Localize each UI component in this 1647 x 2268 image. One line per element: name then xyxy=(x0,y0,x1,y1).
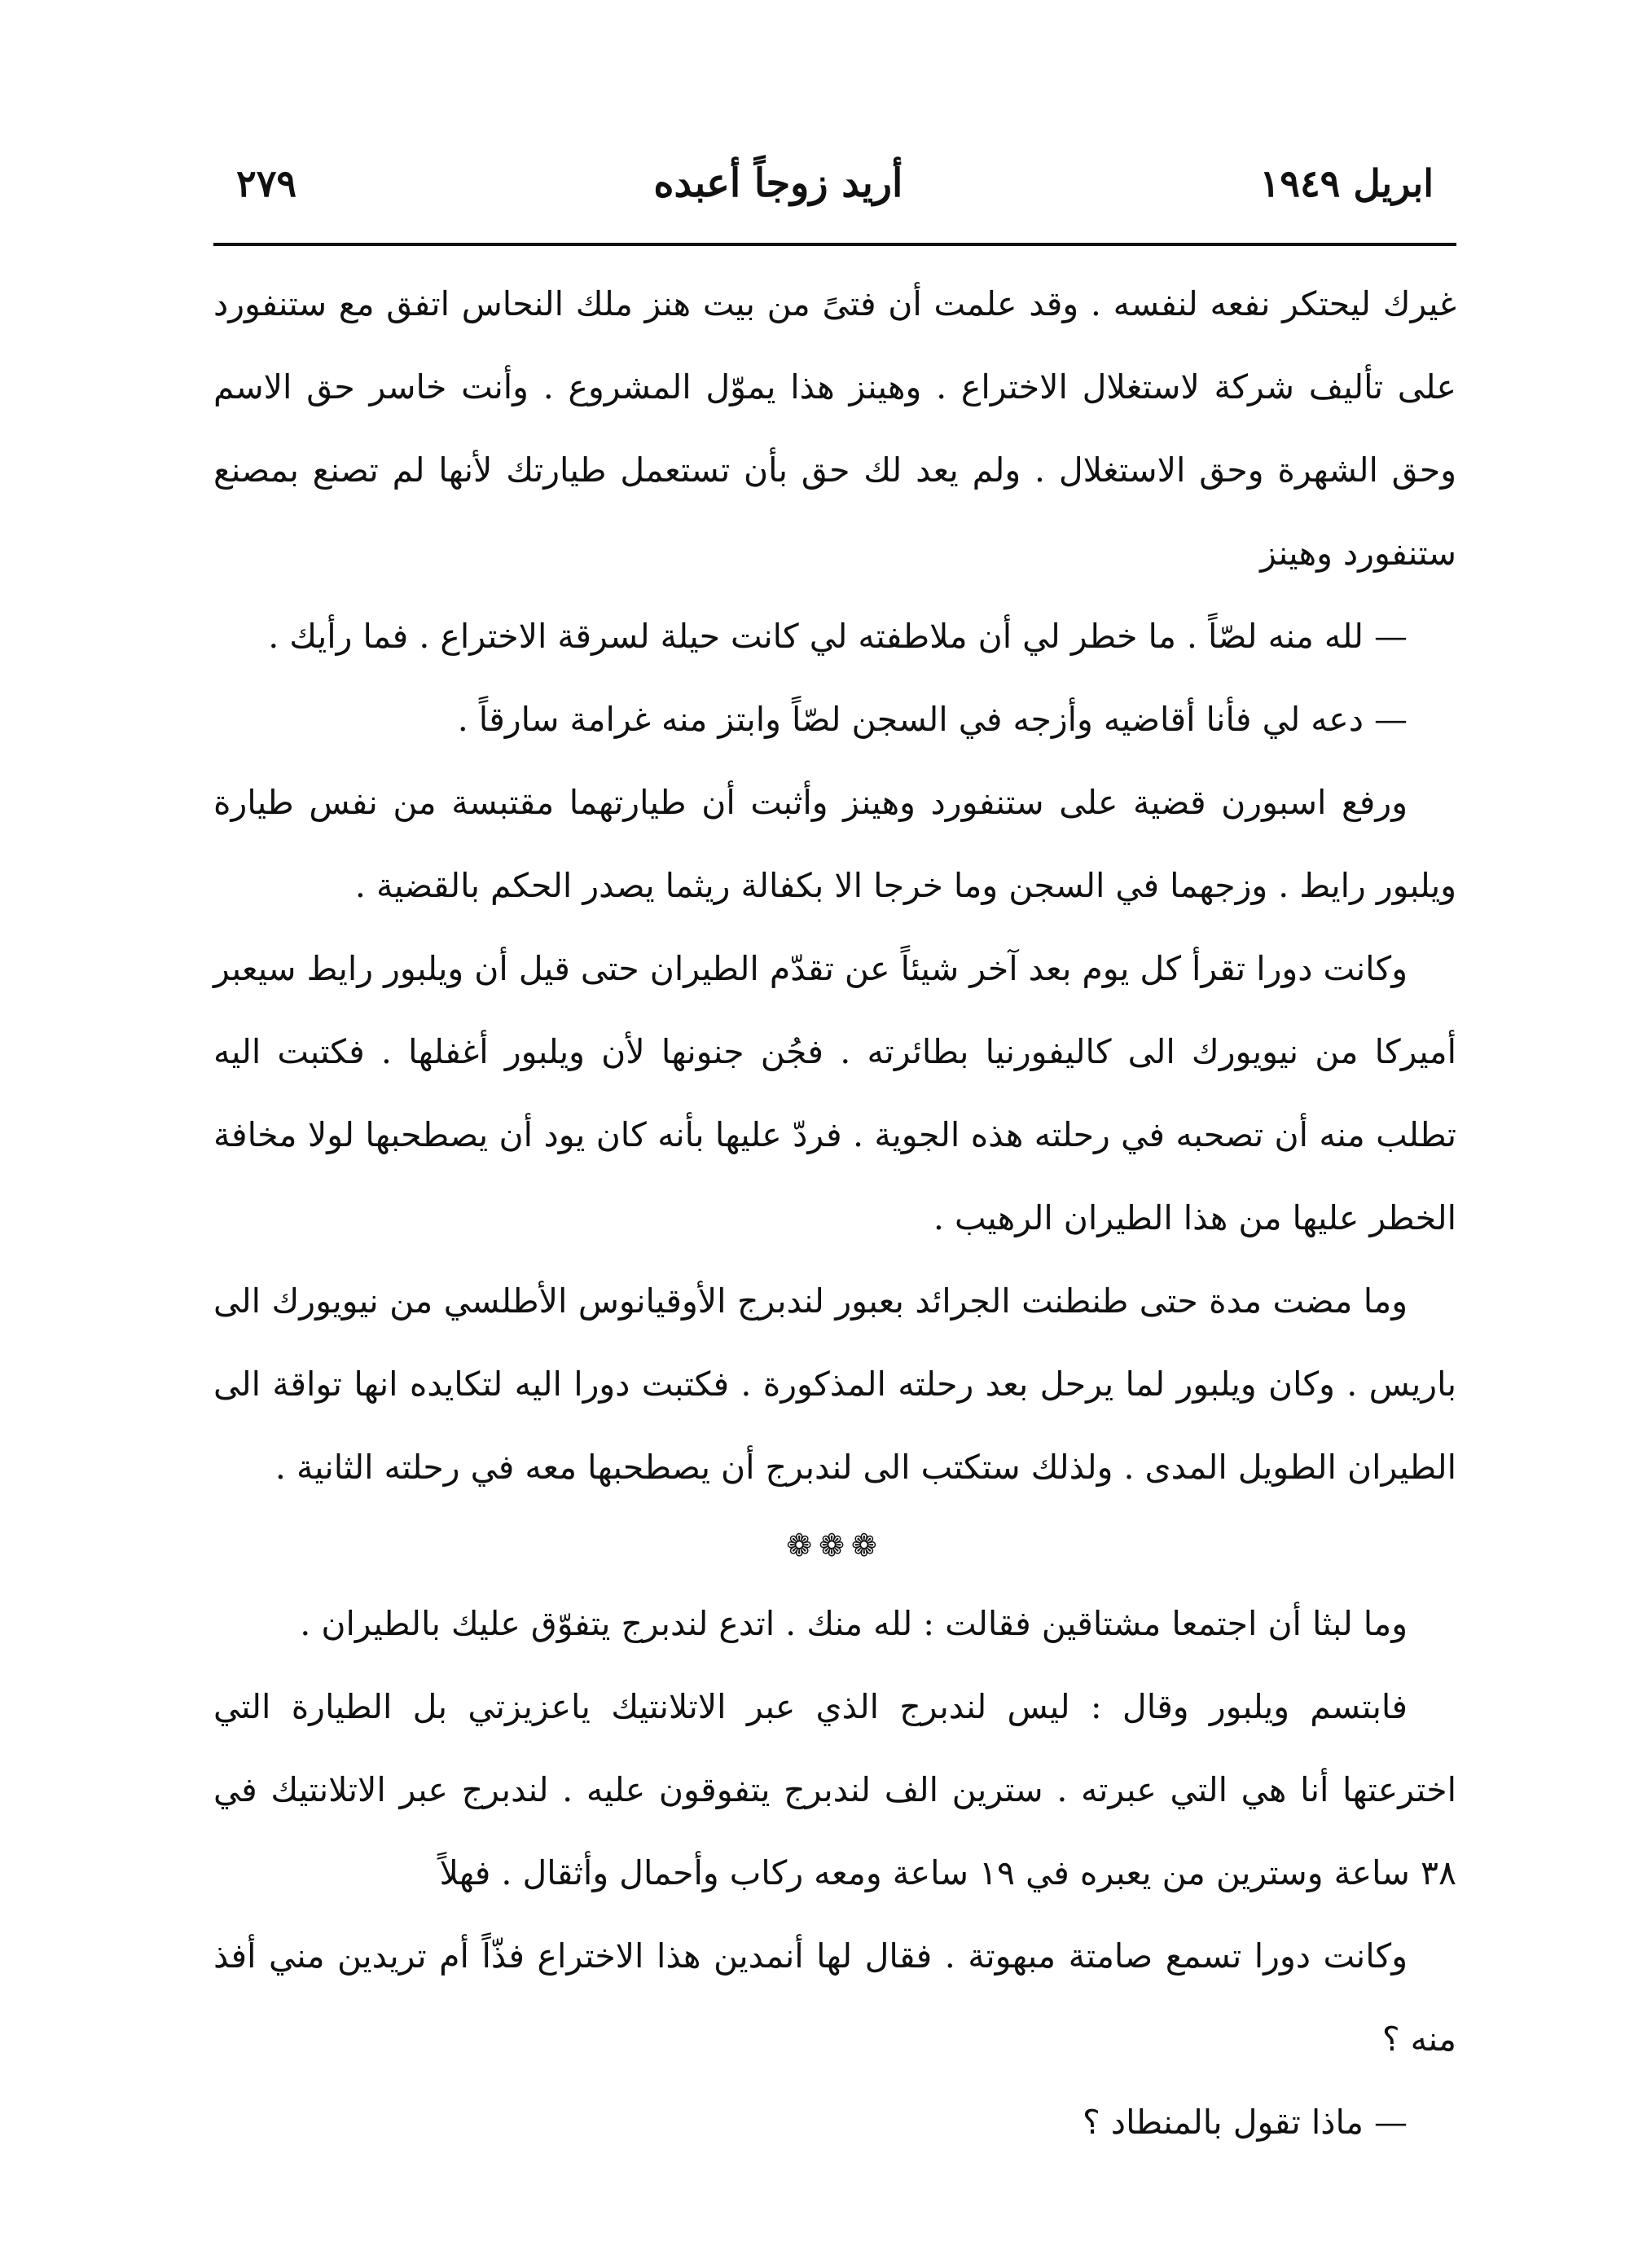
paragraph: وكانت دورا تسمع صامتة مبهوتة . فقال لها أنمدين هذا الاختراع فذّاً أم تريدين مني أفذ منه ؟ xyxy=(213,1936,1456,2059)
paragraph: وما مضت مدة حتى طنطنت الجرائد بعبور لندبرج الأوقيانوس الأطلسي من نيويورك الى باريس . وكان ويلبور لما يرحل بعد رحلته المذكورة . فكتبت دورا اليه لتكايده انها تواقة الى الطيران الطويل المدى . ولذلك ستكتب الى لندبرج أن يصطحبها معه في رحلته الثانية . xyxy=(213,1281,1456,1487)
paragraph: ورفع اسبورن قضية على ستنفورد وهينز وأثبت أن طيارتهما مقتبسة من نفس طيارة ويلبور رايط . وزجهما في السجن وما خرجا الا بكفالة ريثما يصدر الحكم بالقضية . xyxy=(213,783,1456,905)
running-header xyxy=(236,151,1434,216)
section-separator: ❁❁❁ xyxy=(786,1527,884,1563)
paragraph: فابتسم ويلبور وقال : ليس لندبرج الذي عبر الاتلانتيك ياعزيزتي بل الطيارة التي اخترعتها أنا هي التي عبرته . سترين الف لندبرج يتفوقون عليه . لندبرج عبر الاتلانتيك في ٣٨ ساعة وسترين من يعبره في ١٩ ساعة ومعه ركاب وأحمال وأثقال . فهلاً xyxy=(213,1687,1456,1892)
dialogue-line: — دعه لي فأنا أقاضيه وأزجه في السجن لصّاً وابتز منه غرامة سارقاً . xyxy=(457,700,1408,739)
page-number: ٢٧٩ xyxy=(236,161,297,205)
header-title: أريد زوجاً أعبده xyxy=(653,160,903,206)
paragraph: وما لبثا أن اجتمعا مشتاقين فقالت : لله منك . اتدع لندبرج يتفوّق عليك بالطيران . xyxy=(300,1604,1408,1643)
paragraph: وكانت دورا تقرأ كل يوم بعد آخر شيئاً عن تقدّم الطيران حتى قيل أن ويلبور رايط سيعبر أميركا من نيويورك الى كاليفورنيا بطائرته . فجُن جنونها لأن ويلبور أغفلها . فكتبت اليه تطلب منه أن تصحبه في رحلته هذه الجوية . فردّ عليها بأنه كان يود أن يصطحبها لولا مخافة الخطر عليها من هذا الطيران الرهيب . xyxy=(213,949,1456,1237)
dialogue-line: — لله منه لصّاً . ما خطر لي أن ملاطفته لي كانت حيلة لسرقة الاختراع . فما رأيك . xyxy=(268,617,1408,656)
header-date: ابريل ١٩٤٩ xyxy=(1259,161,1434,205)
page-body xyxy=(213,262,1456,2164)
paragraph: غيرك ليحتكر نفعه لنفسه . وقد علمت أن فتىً من بيت هنز ملك النحاس اتفق مع ستنفورد على تأليف شركة لاستغلال الاختراع . وهينز هذا يموّل المشروع . وأنت خاسر حق الاسم وحق الشهرة وحق الاستغلال . ولم يعد لك حق بأن تستعمل طيارتك لأنها لم تصنع بمصنع ستنفورد وهينز xyxy=(213,284,1456,573)
header-rule xyxy=(213,243,1456,246)
dialogue-line: — ماذا تقول بالمنطاد ؟ xyxy=(1083,2103,1408,2142)
